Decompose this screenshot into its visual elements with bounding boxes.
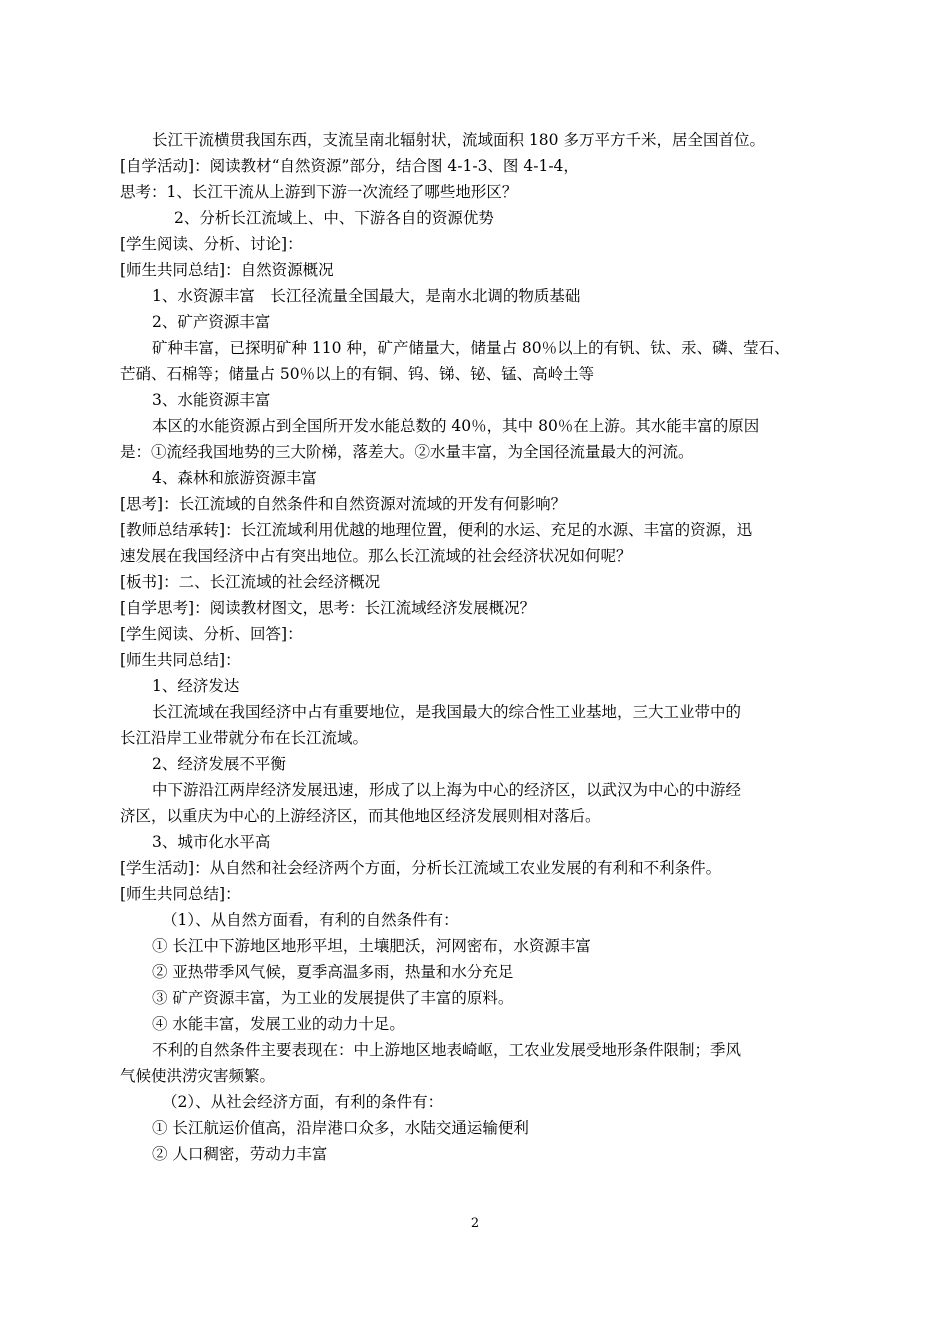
text-line: 芒硝、石棉等；储量占 50％以上的有铜、钨、锑、铋、锰、高岭土等 [120, 365, 595, 383]
text-line: 3、水能资源丰富 [152, 391, 271, 409]
text-line: [自学思考]：阅读教材图文，思考：长江流域经济发展概况？ [120, 599, 536, 617]
text-line: 矿种丰富，已探明矿种 110 种，矿产储量大，储量占 80％以上的有钒、钛、汞、磷、莹石、 [152, 339, 790, 357]
text-line: ② 亚热带季风气候，夏季高温多雨，热量和水分充足 [152, 963, 514, 981]
text-line: [学生阅读、分析、回答]： [120, 625, 303, 643]
text-line: ③ 矿产资源丰富，为工业的发展提供了丰富的原料。 [152, 989, 514, 1007]
text-line: 思考：1、长江干流从上游到下游一次流经了哪些地形区？ [120, 183, 518, 201]
text-line: 不利的自然条件主要表现在：中上游地区地表崎岖，工农业发展受地形条件限制；季风 [152, 1041, 742, 1059]
text-line: 中下游沿江两岸经济发展迅速，形成了以上海为中心的经济区，以武汉为中心的中游经 [152, 781, 742, 799]
text-line: 是：①流经我国地势的三大阶梯，落差大。②水量丰富，为全国径流量最大的河流。 [120, 443, 694, 461]
text-line: [自学活动]：阅读教材“自然资源”部分，结合图 4-1-3、图 4-1-4， [120, 157, 579, 175]
text-line: [师生共同总结]： [120, 885, 241, 903]
text-line: ① 长江航运价值高，沿岸港口众多，水陆交通运输便利 [152, 1119, 529, 1137]
text-line: 济区，以重庆为中心的上游经济区，而其他地区经济发展则相对落后。 [120, 807, 601, 825]
page-number: 2 [470, 1216, 480, 1231]
document-body [120, 127, 830, 1167]
text-line: 气候使洪涝灾害频繁。 [120, 1067, 276, 1085]
text-line: [学生阅读、分析、讨论]： [120, 235, 303, 253]
text-line: ① 长江中下游地区地形平坦，土壤肥沃，河网密布，水资源丰富 [152, 937, 591, 955]
text-line: [学生活动]：从自然和社会经济两个方面，分析长江流域工农业发展的有利和不利条件。 [120, 859, 722, 877]
text-line: （2）、从社会经济方面，有利的条件有： [162, 1093, 444, 1111]
text-line: [思考]：长江流域的自然条件和自然资源对流域的开发有何影响？ [120, 495, 567, 513]
text-line: [师生共同总结]：自然资源概况 [120, 261, 334, 279]
text-line: ④ 水能丰富，发展工业的动力十足。 [152, 1015, 405, 1033]
text-line: 长江干流横贯我国东西，支流呈南北辐射状，流域面积 180 多万平方千米，居全国首位。 [152, 131, 765, 149]
text-line: 长江流域在我国经济中占有重要地位，是我国最大的综合性工业基地，三大工业带中的 [152, 703, 742, 721]
text-line: 2、经济发展不平衡 [152, 755, 286, 773]
text-line: 2、矿产资源丰富 [152, 313, 271, 331]
text-line: 2、分析长江流域上、中、下游各自的资源优势 [174, 209, 494, 227]
text-line: 长江沿岸工业带就分布在长江流域。 [120, 729, 369, 747]
text-line: 1、水资源丰富 长江径流量全国最大，是南水北调的物质基础 [152, 287, 581, 305]
text-line: 3、城市化水平高 [152, 833, 271, 851]
text-line: 本区的水能资源占到全国所开发水能总数的 40％，其中 80％在上游。其水能丰富的原因 [152, 417, 760, 435]
text-line: [板书]：二、长江流域的社会经济概况 [120, 573, 381, 591]
text-line: ② 人口稠密，劳动力丰富 [152, 1145, 328, 1163]
text-line: 1、经济发达 [152, 677, 240, 695]
text-line: 速发展在我国经济中占有突出地位。那么长江流域的社会经济状况如何呢？ [120, 547, 632, 565]
text-line: [教师总结承转]：长江流域利用优越的地理位置，便利的水运、充足的水源、丰富的资源，迅 [120, 521, 753, 539]
text-line: 4、森林和旅游资源丰富 [152, 469, 317, 487]
text-line: [师生共同总结]： [120, 651, 241, 669]
text-line: （1）、从自然方面看，有利的自然条件有： [162, 911, 459, 929]
